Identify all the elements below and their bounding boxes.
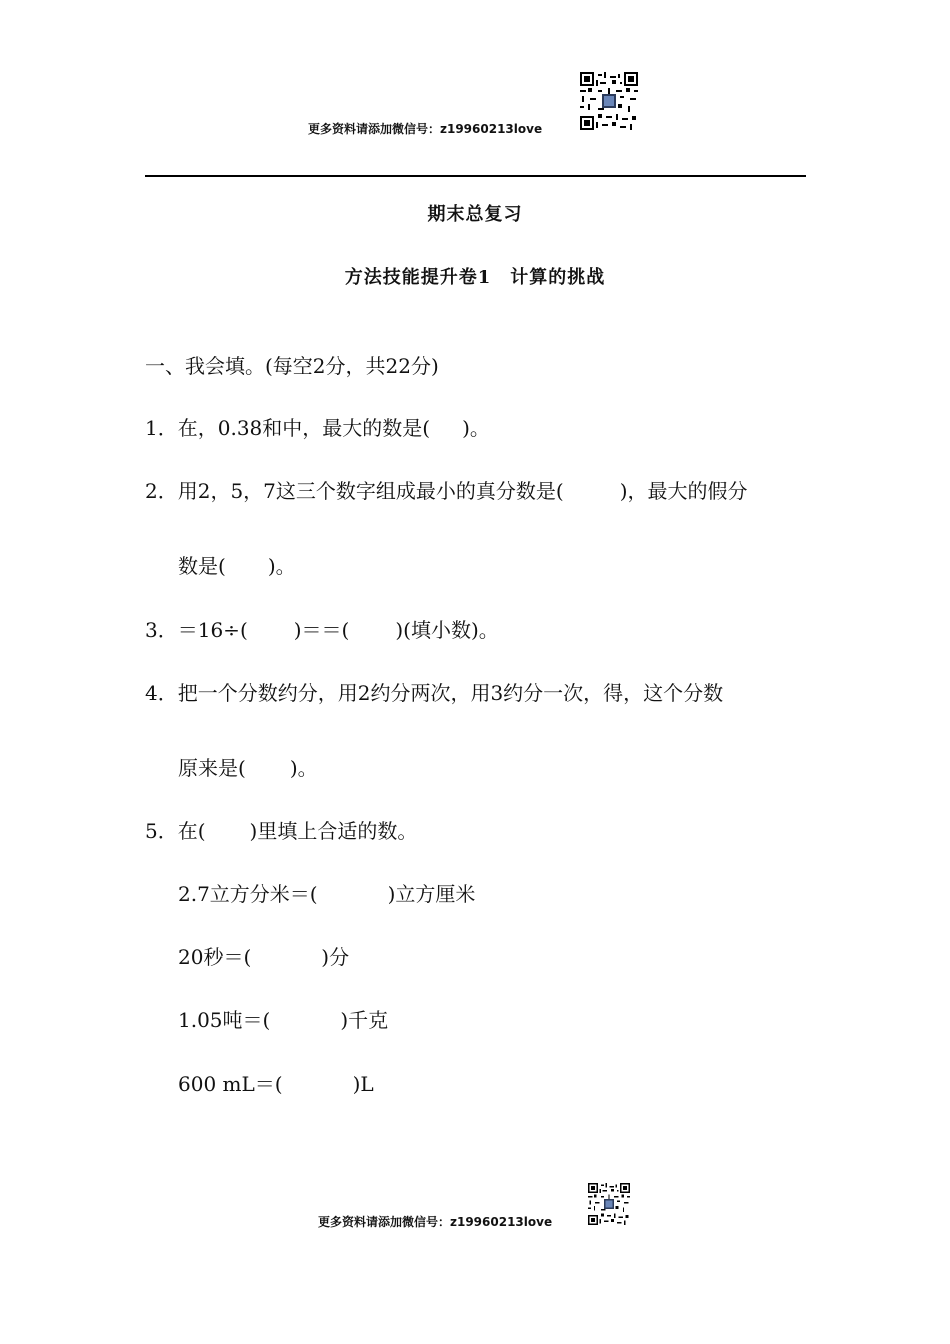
conversion-right: )分 xyxy=(321,945,350,969)
question-4-cont xyxy=(178,756,318,780)
question-text: )(填小数)。 xyxy=(395,618,499,642)
question-text: 数是( xyxy=(178,554,226,578)
conversion-item xyxy=(178,945,349,969)
conversion-right: )立方厘米 xyxy=(387,882,476,906)
question-text: 原来是( xyxy=(178,756,246,780)
question-number: 3． xyxy=(145,618,178,642)
conversion-left: 1.05吨＝( xyxy=(178,1008,271,1032)
question-number: 1． xyxy=(145,416,178,440)
conversion-left: 2.7立方分米＝( xyxy=(178,882,318,906)
conversion-right: )L xyxy=(352,1072,374,1096)
question-4 xyxy=(145,681,723,705)
question-text: 用2，5，7这三个数字组成最小的真分数是( xyxy=(177,479,564,503)
question-2-cont xyxy=(178,554,296,578)
question-text: )里填上合适的数。 xyxy=(249,819,418,843)
question-1 xyxy=(145,416,490,440)
question-text: )，最大的假分 xyxy=(619,479,748,503)
conversion-left: 20秒＝( xyxy=(178,945,252,969)
header-contact-text: 更多资料请添加微信号：z19960213love xyxy=(308,122,543,136)
question-2 xyxy=(145,479,748,503)
conversion-item xyxy=(178,882,475,906)
question-text: )。 xyxy=(289,756,318,780)
page-title: 期末总复习 xyxy=(427,204,523,225)
conversion-right: )千克 xyxy=(340,1008,389,1032)
question-text: 把一个分数约分，用2约分两次，用3约分一次，得，这个分数 xyxy=(177,681,724,705)
conversion-item xyxy=(178,1072,374,1096)
question-text: ＝16÷( xyxy=(177,618,248,642)
question-number: 4． xyxy=(145,681,178,705)
footer-contact-text: 更多资料请添加微信号：z19960213love xyxy=(318,1215,553,1229)
qr-code-icon xyxy=(588,1183,630,1225)
conversion-item xyxy=(178,1008,388,1032)
page-subtitle: 方法技能提升卷1 计算的挑战 xyxy=(344,267,606,288)
question-5 xyxy=(145,819,417,843)
question-number: 2． xyxy=(145,479,178,503)
section-heading: 一、我会填。(每空2分，共22分) xyxy=(145,354,439,378)
question-3 xyxy=(145,618,499,642)
header-divider xyxy=(145,175,806,177)
question-text: 在，0.38和中，最大的数是( xyxy=(177,416,431,440)
question-text: )＝＝( xyxy=(293,618,350,642)
conversion-left: 600 mL＝( xyxy=(178,1072,283,1096)
question-text: )。 xyxy=(267,554,296,578)
question-text: )。 xyxy=(462,416,490,440)
question-text: 在( xyxy=(177,819,206,843)
qr-code-icon xyxy=(580,72,638,130)
question-number: 5． xyxy=(145,819,178,843)
